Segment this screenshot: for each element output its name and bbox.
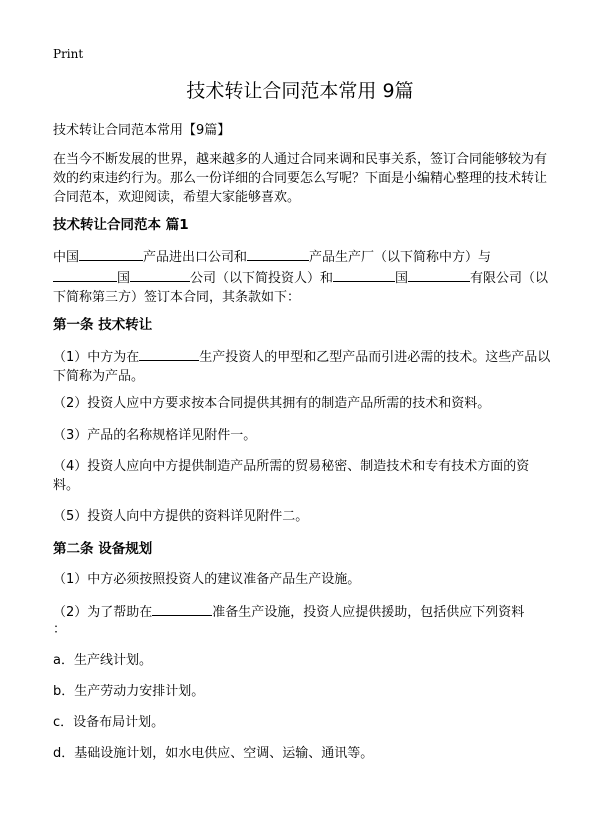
- parties-text-6: 国: [395, 271, 409, 286]
- blank-field: [130, 267, 190, 282]
- parties-text-2: 产品进出口公司和: [143, 250, 248, 265]
- article1-item-2: （2）投资人应中方要求按本合同提供其拥有的制造产品所需的技术和资料。: [53, 396, 491, 411]
- blank-field: [333, 267, 395, 282]
- article2-item-1: （1）中方必须按照投资人的建议准备产品生产设施。: [53, 572, 361, 587]
- print-label: Print: [53, 47, 84, 61]
- article1-item-4: （4）投资人应向中方提供制造产品所需的贸易秘密、制造技术和专有技术方面的资料。: [53, 459, 530, 493]
- article2-item-2: [53, 601, 553, 622]
- article1-heading: 第一条 技术转让: [53, 317, 153, 333]
- article2-item-2-part-b: 准备生产设施，投资人应提供援助，包括供应下列资料: [212, 605, 525, 620]
- article2-heading: 第二条 设备规划: [53, 541, 153, 557]
- article2-item-d: d．基础设施计划，如水电供应、空调、运输、通讯等。: [53, 746, 374, 761]
- article1-item-1-part-a: （1）中方为在: [53, 350, 140, 365]
- blank-field: [247, 246, 309, 261]
- article2-item-b: b．生产劳动力安排计划。: [53, 684, 205, 699]
- parties-paragraph: [53, 246, 553, 307]
- article2-item-a: a．生产线计划。: [53, 653, 152, 668]
- blank-field: [79, 246, 143, 261]
- blank-field: [139, 346, 199, 361]
- blank-field: [53, 267, 117, 282]
- parties-text-5: 公司（以下简投资人）和: [190, 271, 334, 286]
- parties-text-4: 国: [117, 271, 131, 286]
- article2-item-c: c．设备布局计划。: [53, 715, 165, 730]
- blank-field: [408, 267, 470, 282]
- parties-text-7: 有限公司（以下简称第三方）签订本合同，其条款如下：: [53, 271, 549, 305]
- intro-paragraph: 在当今不断发展的世界，越来越多的人通过合同来调和民事关系，签订合同能够较为有效的约束违约行为。那么一份详细的合同要怎么写呢？下面是小编精心整理的技术转让合同范本，欢迎阅读，希望大家能够喜欢。: [53, 152, 548, 205]
- article1-item-1: [53, 346, 553, 386]
- section-heading: 技术转让合同范本 篇1: [53, 217, 189, 233]
- parties-text-1: 中国: [53, 250, 80, 265]
- article1-item-3: （3）产品的名称规格详见附件一。: [53, 428, 257, 443]
- document-subtitle: 技术转让合同范本常用【9篇】: [53, 123, 231, 138]
- article2-item-2-part-a: （2）为了帮助在: [53, 605, 153, 620]
- article1-item-1-part-b: 生产投资人的甲型和乙型产品而引进必需的技术。这些产品以下简称为产品。: [53, 350, 551, 384]
- document-title: 技术转让合同范本常用 9篇: [186, 80, 414, 102]
- article2-item-2-colon: ：: [53, 622, 67, 637]
- article1-item-5: （5）投资人向中方提供的资料详见附件二。: [53, 509, 309, 524]
- blank-field: [152, 601, 212, 616]
- parties-text-3: 产品生产厂（以下简称中方）与: [309, 250, 492, 265]
